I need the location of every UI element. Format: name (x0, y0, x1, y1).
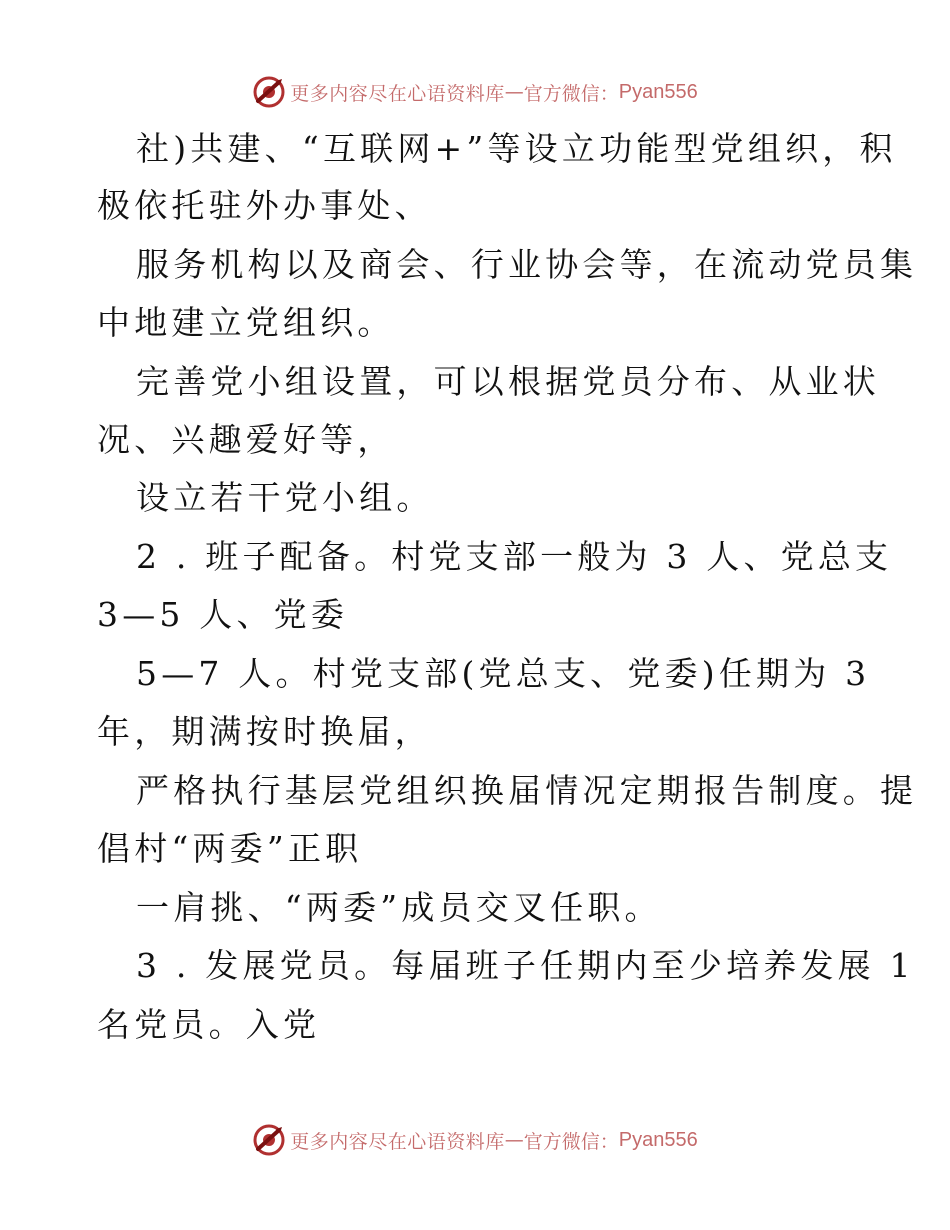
body-line: 一肩挑、“两委”成员交叉任职。 (136, 888, 662, 927)
body-line: 严格执行基层党组织换届情况定期报告制度。提 (136, 771, 918, 810)
watermark-separator: — (504, 1129, 524, 1151)
body-line: 2 . 班子配备。村党支部一般为 3 人、党总支 (136, 537, 893, 576)
header-watermark (0, 72, 950, 112)
brand-logo-icon (252, 1123, 286, 1157)
body-line: 中地建立党组织。 (97, 303, 395, 342)
watermark-wechat-id: Pyan556 (618, 80, 698, 103)
watermark-wechat-label: 官方微信： (523, 1130, 619, 1153)
watermark-wechat-label: 官方微信： (523, 82, 619, 105)
watermark-text: 更多内容尽在心语资料库 (290, 1130, 505, 1153)
body-line: 极依托驻外办事处、 (97, 186, 432, 225)
body-line: 5—7 人。村党支部(党总支、党委)任期为 3 (136, 654, 871, 693)
body-line: 年，期满按时换届， (97, 712, 432, 751)
watermark-separator: — (504, 81, 524, 103)
brand-logo-icon (252, 75, 286, 109)
body-line: 名党员。入党 (97, 1005, 321, 1044)
body-line: 3 . 发展党员。每届班子任期内至少培养发展 1 (136, 946, 915, 985)
watermark-text: 更多内容尽在心语资料库 (290, 82, 505, 105)
body-line: 况、兴趣爱好等， (97, 420, 395, 459)
body-line: 3—5 人、党委 (97, 595, 349, 634)
body-line: 完善党小组设置，可以根据党员分布、从业状 (136, 362, 880, 401)
body-line: 倡村“两委”正职 (97, 829, 363, 868)
body-line: 社)共建、“互联网+”等设立功能型党组织，积 (136, 129, 897, 168)
body-line: 设立若干党小组。 (136, 478, 434, 517)
footer-watermark (0, 1120, 950, 1160)
body-line: 服务机构以及商会、行业协会等，在流动党员集 (136, 245, 918, 284)
watermark-wechat-id: Pyan556 (618, 1128, 698, 1151)
